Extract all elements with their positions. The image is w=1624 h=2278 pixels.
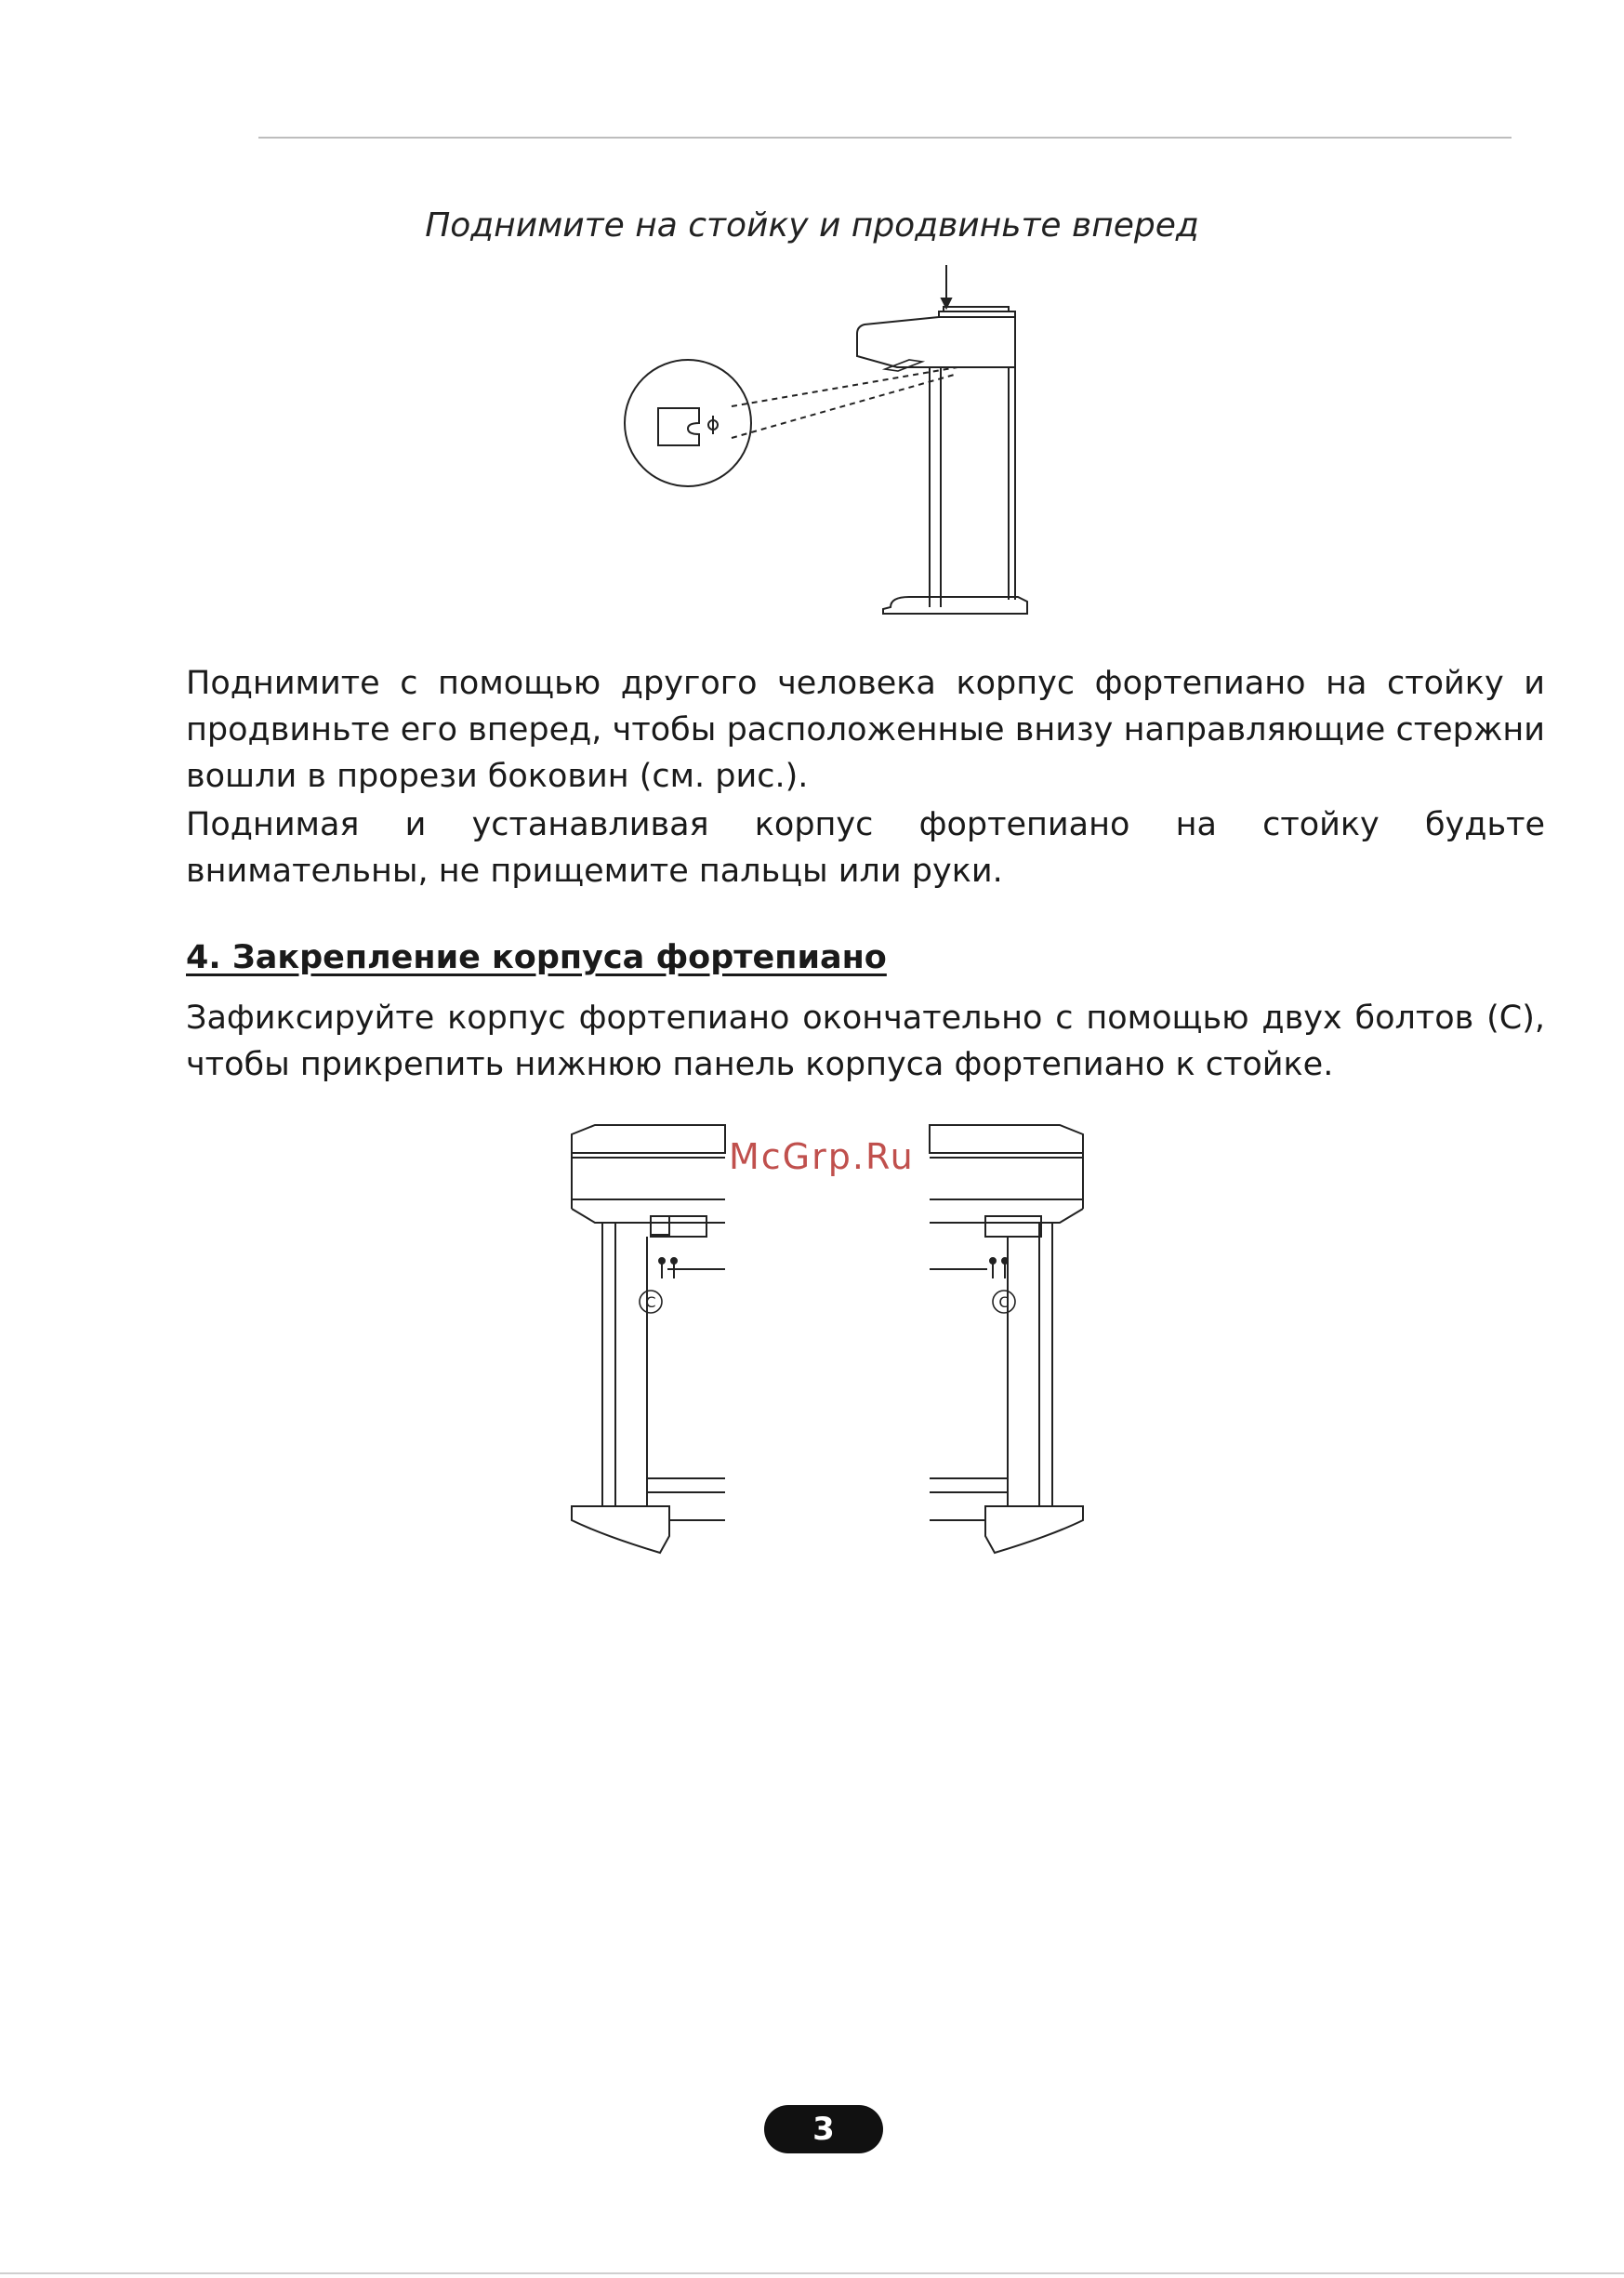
footer-rule <box>0 2272 1624 2274</box>
watermark: McGrp.Ru <box>729 1136 915 1177</box>
bolt-label-left: C <box>645 1293 656 1311</box>
paragraph-lift-instruction: Поднимите с помощью другого человека корпус фортепиано на стойку и продвиньте его вперед, чтобы расположенные внизу направляющие стержни вошли в прорези боковин (см. рис.). <box>186 665 1545 795</box>
paragraph-fix-bolts: Зафиксируйте корпус фортепиано окончательно с помощью двух болтов (C), чтобы прикрепить нижнюю панель корпуса фортепиано к стойке. <box>186 1000 1545 1083</box>
section-heading: 4. Закрепление корпуса фортепиано <box>186 939 887 976</box>
header-rule <box>258 137 1512 139</box>
figure-caption: Поднимите на стойку и продвиньте вперед <box>425 206 1199 245</box>
page-number-badge: 3 <box>764 2105 883 2153</box>
bolt-label-right: C <box>998 1293 1010 1311</box>
figure-lift-and-slide <box>595 265 1041 623</box>
paragraph-caution: Поднимая и устанавливая корпус фортепиано на стойку будьте внимательны, не прищемите пальцы или руки. <box>186 806 1545 890</box>
